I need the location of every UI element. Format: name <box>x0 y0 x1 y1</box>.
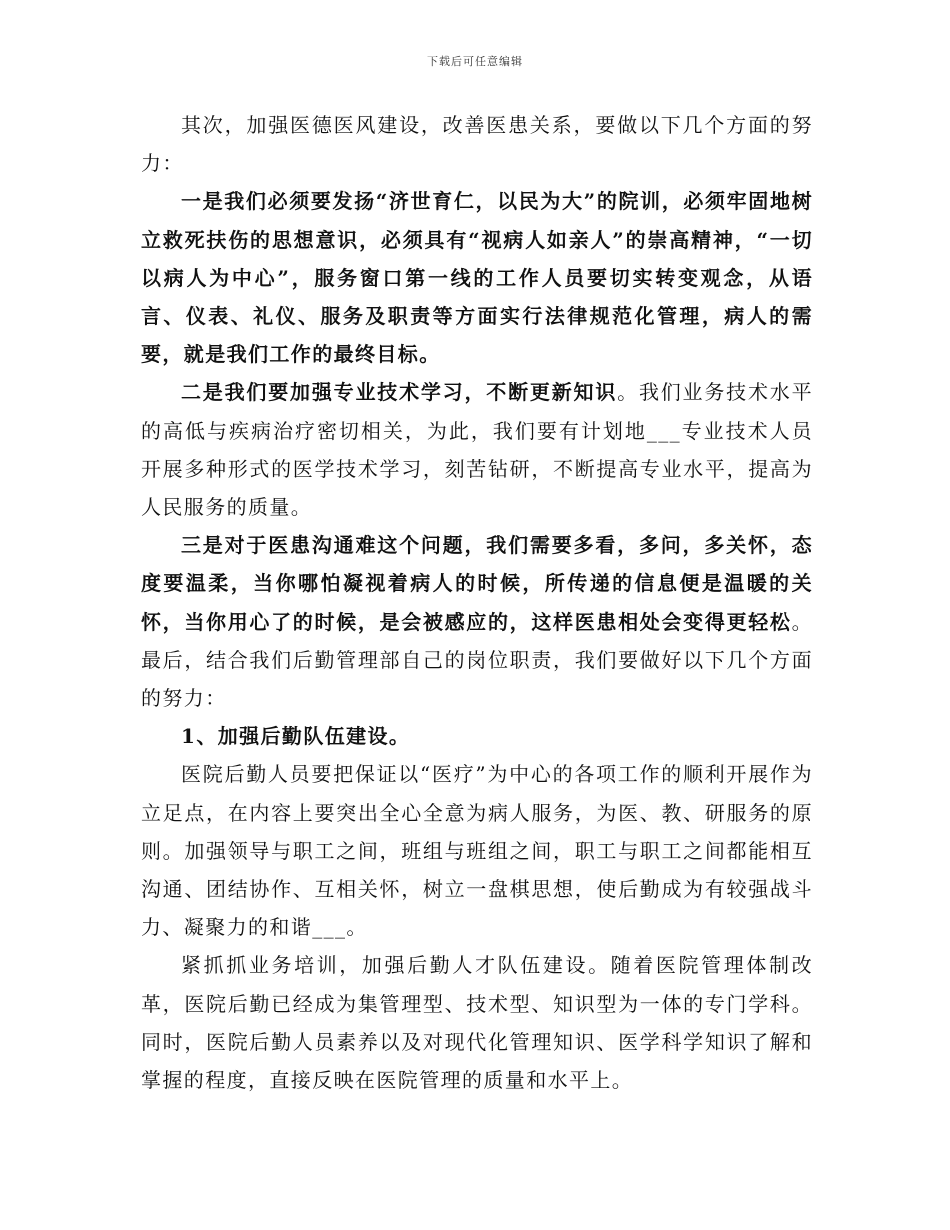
paragraph-training: 紧抓抓业务培训，加强后勤人才队伍建设。随着医院管理体制改革，医院后勤已经成为集管理型、技术型、知识型为一体的专门学科。同时，医院后勤人员素养以及对现代化管理知识、医学科学知识了解和掌握的程度，直接反映在医院管理的质量和水平上。 <box>141 953 813 1093</box>
point-two-heading: 二是我们要加强专业技术学习，不断更新知识 <box>181 380 618 405</box>
point-three-heading: 三是对于医患沟通难这个问题，我们需要多看，多问，多关怀，态度要温柔，当你哪怕凝视着病人的时候，所传递的信息便是温暖的关怀，当你用心了的时候，是会被感应的，这样医患相处会变得更轻松 <box>141 533 813 634</box>
paragraph-intro: 其次，加强医德医风建设，改善医患关系，要做以下几个方面的努力： <box>141 113 813 176</box>
paragraph-point-two <box>141 373 813 526</box>
paragraph-logistics: 医院后勤人员要把保证以“医疗”为中心的各项工作的顺利开展作为立足点，在内容上要突出全心全意为病人服务，为医、教、研服务的原则。加强领导与职工之间，班组与班组之间，职工与职工之间都能相互沟通、团结协作、互相关怀，树立一盘棋思想，使后勤成为有较强战斗力、凝聚力的和谐___。 <box>141 762 813 940</box>
page-header-note: 下载后可任意编辑 <box>427 55 523 68</box>
paragraph-point-one: 一是我们必须要发扬“济世育仁，以民为大”的院训，必须牢固地树立救死扶伤的思想意识，必须具有“视病人如亲人”的崇高精神，“一切以病人为中心”，服务窗口第一线的工作人员要切实转变观念，从语言、仪表、礼仪、服务及职责等方面实行法律规范化管理，病人的需要，就是我们工作的最终目标。 <box>141 189 813 367</box>
point-two-body: 。我们业务技术水平的高低与疾病治疗密切相关，为此，我们要有计划地___专业技术人员开展多种形式的医学技术学习，刻苦钻研，不断提高专业水平，提高为人民服务的质量。 <box>141 380 813 520</box>
document-body <box>141 106 813 1099</box>
paragraph-point-three <box>141 526 813 717</box>
point-three-body: 。最后，结合我们后勤管理部自己的岗位职责，我们要做好以下几个方面的努力： <box>141 609 813 711</box>
section-heading-1: 1、加强后勤队伍建设。 <box>181 724 411 749</box>
